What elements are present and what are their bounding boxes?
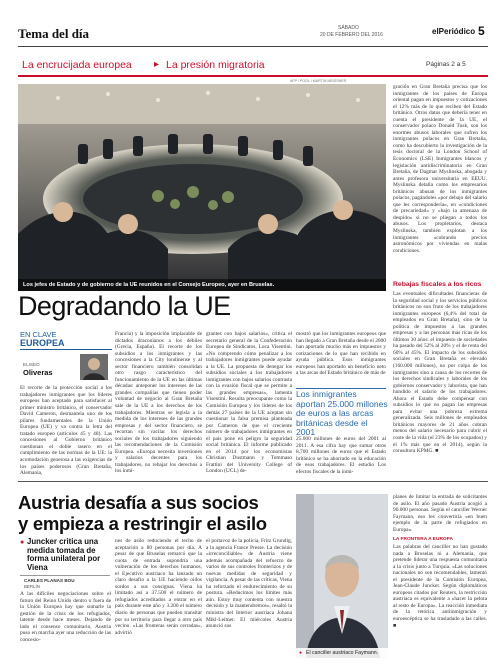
photo-caption (18, 279, 386, 291)
strip-rule (18, 75, 488, 77)
clave-rule (20, 349, 112, 350)
header-date: 20 DE FEBRERO DEL 2016 (320, 32, 383, 38)
deck-bullet-icon: ● (20, 539, 25, 546)
article2-col1: A las difíciles negociaciones sobre el futuro del Reino Unido dentro o fuera de la Unión Europea hay que sumarle la gestión de la crisis de los refugiados, latente desde hace meses. Dejando de lado el consenso comunitario, Austria puso en marcha ayer una reducción de las concesio- (20, 591, 111, 643)
article2-headline-2: y empieza a restringir el asilo (18, 513, 267, 534)
strip-left: La encrucijada europea (22, 59, 132, 71)
article1-headline: Degradando la UE (18, 291, 231, 321)
article1-subhead: Rebajas fiscales a los ricos (393, 281, 482, 288)
faymann-caption-text: El canciller austriaco Faymann. (306, 650, 379, 656)
clave-box (20, 330, 112, 348)
header-day: SÁBADO (338, 25, 359, 31)
author-last: Oliveras (23, 368, 53, 377)
faymann-caption (296, 648, 388, 658)
page-header (18, 22, 488, 48)
photo-caption-text: Los jefes de Estado y de gobierno de la UE reunidos en el Consejo Europeo, ayer en Bruselas. (23, 281, 275, 288)
clave-title: EUROPEA (20, 338, 65, 348)
strip-right: La presión migratoria (166, 59, 265, 71)
article1-col2: Francia) y la imposición implacable de dictados draconianos a los débiles (Grecia, España). El recorte de los subsidios a los inmigrantes y las concesiones a la City londinense y al sector financiero también consolidan otro rasgo característico del funcionamiento de la UE en las últimas décadas: anteponer los intereses de las grandes compañías que tienen poder voluntad de negocio al Gran Bretaña sale de la UE a los derechos de los trabajadores. Mientras se legisla a la medida de los intereses de las grandes empresas y del sector financiero, se recortan sin vacilar los derechos sociales de los trabajadores siguiendo las recomendaciones de la Comisión Europea. «Europa necesita inversiones y salarios decentes para los trabajadores, no rebajar los derechos a los inmi- (115, 331, 202, 475)
newspaper-logo: elPeriódico (432, 27, 476, 36)
article1-col5b: Las eventuales dificultades financieras de la seguridad social y los servicios públicos británicos no son fruto de los trabajadores inmigrantes europeos (6,4% del total de empleados en Gran Bretaña), sino de la política de impuestos a las grandes empresas y a las personas más ricas de los últimos 30 años: el impuesto de sociedades ha pasado del 52% al 20% y el de renta del 60% al 45%. El impacto de los subsidios sociales en Gran Bretaña es elevado (160.000 millones), no por culpa de los inmigrantes sino a causa de los recortes de los derechos sindicales y laborales de los gobiernos conservador y laborista, que han hundido el salario de los trabajadores. Ahora el Estado debe compensar con subsidios lo que no pagan las empresas para evitar una pobreza extrema generalizada. Seis millones de empleados británicos mayores de 21 años cobran menos del salario necesario para cubrir el coste de la vida (el 23% de los ocupados) y el 1% más que en el 2014), según la consultora KPMG. ■ (393, 291, 487, 455)
article1-col4b: 25.000 millones de euros del 2001 al 2011. A esa cifra hay que sumar otros 8.700 millones de euros que el Estado británico se ha ahorrado en la educación de esos trabajadores. El estudio Los efectos fiscales de la inmi- (296, 436, 386, 475)
article2-col4b: Las palabras del canciller no han gustado nada a Bruselas ni a Alemania, que pretende liderar una respuesta comunitaria a la crisis junto a Turquía. «Las soluciones nacionales no son recomendables, lamentó el presidente de la Comisión Europea, Jean-Claude Juncker. Según diplomáticos europeos citados por Reuters, la restricción austriaca es equivalente a «hacer la pelota al resto de Europa». La reacción inmediata de la retórica antiinmigración y euroescéptica se ha trasladado a las calles. ■ (393, 544, 487, 629)
strip-pages: Páginas 2 a 5 (426, 61, 466, 68)
topic-strip (18, 58, 488, 74)
pullquote: Los inmigrantes aportan 25.000 millones de euros a las arcas británicas desde el 2001 (296, 389, 388, 438)
author-block (20, 353, 112, 381)
deck-text: Juncker critica una medida tomada de forma unilateral por Viena (27, 537, 101, 572)
article2-col4: planes de limitar la entrada de solicitantes de asilo. El año pasado Austria acogió a 90.000 personas. Según el canciller Werner Faymann, eso les convertiría «en buen ejemplo de la parte de refugiados en Europa». (393, 494, 487, 533)
article2-headline-1: Austria desafía a sus socios (18, 492, 259, 513)
faymann-photo-image (296, 494, 388, 658)
faymann-photo (296, 494, 388, 658)
article2-city: BERLÍN (24, 584, 40, 589)
section-separator (18, 481, 488, 482)
page-number: 5 (478, 24, 485, 38)
article1-col1: El recorte de la protección social a los trabajadores inmigrantes que los líderes europeos han aceptado para satisfacer al primer ministro británico, el conservador David Cameron, desmantela uno de los pilares fundamentales de la Unión Europea (UE) y va contra la letra del tratado europeo (artículos 45 y 48). Las concesiones al Gobierno británico cuestionan el doble rasero en el cumplimiento de las normas de la UE: la acomodación generosa a las exigencias de los países poderosos (Gran Bretaña, Alemania, (20, 385, 112, 477)
author-portrait-image (80, 354, 108, 380)
author-portrait (80, 354, 108, 380)
article2-col4-lead: LA FRONTERA A EUROPA (393, 537, 453, 542)
article2-col3: el portavoz de la policía, Fritz Grundig, a la agencia France Presse. La decisión «irreconciliable» de Austria viene además acompañada del refuerzo de varios de sus controles fronterizos y de nuevas medidas de seguridad y vigilancia. A pesar de las críticas, Viena ha reforzado el endurecimiento de su postura. «Reducimos los límites más aún. Estoy muy contenta con nuestra decisión y la mantendremos», resaltó la ministra del Interior austriaca Johana Mikl-Leitner. El miércoles Austria anunció sus (206, 538, 292, 630)
header-rule (18, 46, 488, 47)
strip-arrow: ▸ (154, 59, 160, 70)
article1-col5: gración en Gran Bretaña precisa que los inmigrantes de los países de Europa oriental pagan en impuestos y cotizaciones el 12% más de lo que reciben del Estado británico. Otros datos que debería tener en cuenta el presidente de la UE, el conservador polaco Donald Tusk, son los enormes abusos laborales que sufren los inmigrantes polacos en Gran Bretaña, como ha descubierto la investigación de la tesis doctoral de la London School of Economics (LSE) Inmigrantes blancos y legislación antidiscriminatoria en Gran Bretaña, de Dagmar Myslinska, abogada y antes profesora universitaria en EEUU. Myslinska detalla como los empresarios británicos abusan de los inmigrantes polacos, pagándoles «por debajo del salario que les correspondería», en «condiciones de precariedad» y «bajo la amenaza de despido» si no se pliegan a todos los abusos. Los propietarios, destaca Myslinska, también explotan a los inmigrantes «cobrando precios astronómicos por viviendas en malas condiciones. (393, 84, 487, 254)
article2-col2: nes de asilo reduciendo el techo de aceptación a 80 personas por día. A pesar de que Bruselas remarcó que la cuota de entrada supondría una vulneración de los derechos humanos, el Ejecutivo austriaco ha lanzado un claro desafío a la UE haciendo oídos sordos a sus consignas. Viena ha limitado así a 37.500 el número de refugiados acreditados a entrar en el país durante este año y 3.200 el número diario de personas que pueden transitar por su territorio para llegar a otro país vecino. «Las fronteras serán cerradas», advirtió (115, 538, 202, 636)
author-first: ELISEO (23, 362, 40, 367)
faymann-caption-bullet-icon: ● (299, 649, 303, 656)
photo-credit: AFP / POOL / MARTIN MEISSNER (290, 79, 347, 83)
section-title: Tema del día (18, 26, 90, 41)
summit-photo-image (18, 84, 386, 291)
article2-deck (20, 538, 112, 574)
summit-photo (18, 84, 386, 291)
article2-author: CARLES PLANAS BOU (24, 578, 75, 583)
article2-byline-rule (20, 575, 110, 576)
article1-col3: grantes con bajos salarios», critica el secretario general de la Confederación Europea de Sindicatos, Luca Visentini. «No comprendo cómo penalizar a los trabajadores inmigrantes puede ayudar a la UE. La propuesta de denegar los subsidios sociales a los trabajadores inmigrantes con bajos salarios contrasta con la evasión fiscal que se permite a las grandes empresas», lamenta Visentini. Resulta preocupante como la Comisión Europea y los líderes de los demás 27 países de la UE aceptan sin cuestionar la falsa premisa planteada por Cameron de que el creciente número de trabajadores inmigrantes en el país pone en peligro la seguridad social británica. El informe publicado en el 2014 por los economistas Christian Dustmann y Tommaso Frattini del University College of London (UCL) de- (206, 331, 292, 475)
article1-col4: mostró que los inmigrantes europeos que han llegado a Gran Bretaña desde el 2000 han aportado mucho más en impuestos y cotizaciones de lo que han recibido en ayuda pública. Esos inmigrantes europeos han aportado un beneficio neto a las arcas del Estado británico de más de (296, 331, 386, 377)
clave-label: EN CLAVE (20, 330, 57, 339)
